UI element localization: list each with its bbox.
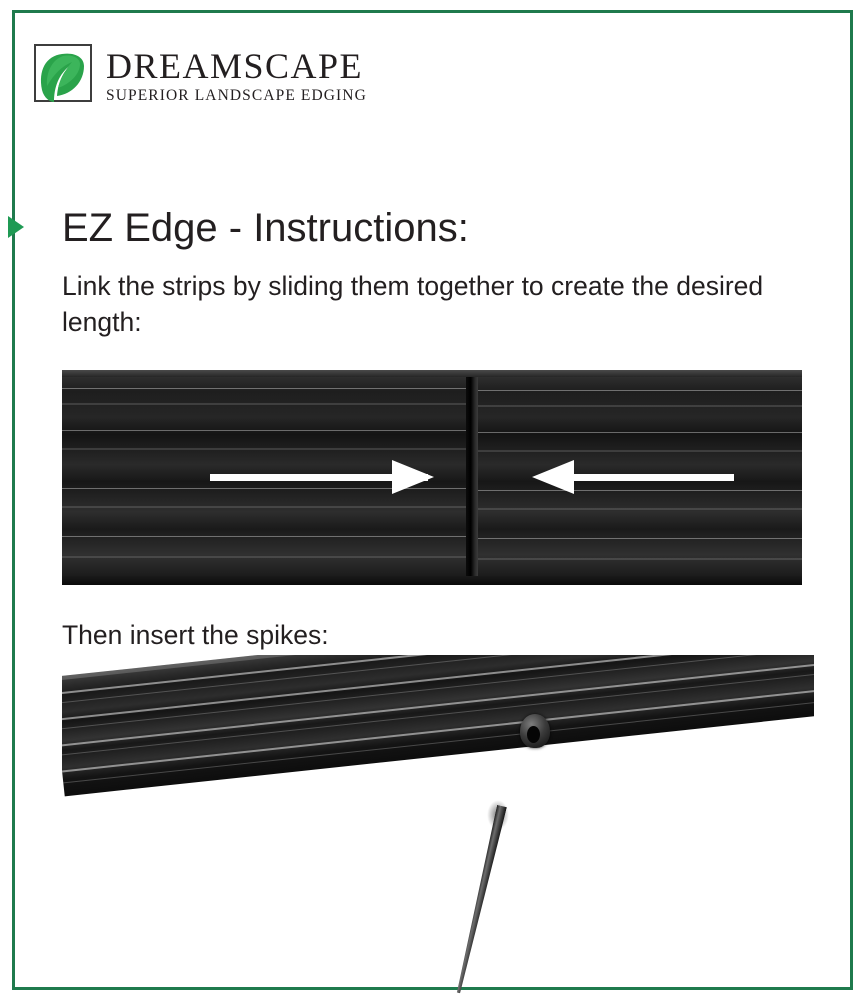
brand-tagline: SUPERIOR LANDSCAPE EDGING — [106, 87, 367, 104]
page-title: EZ Edge - Instructions: — [62, 206, 469, 250]
two-edging-strips-photo — [62, 370, 802, 585]
brand-header — [34, 44, 367, 105]
step-one-text: Link the strips by sliding them together to create the desired length: — [62, 271, 764, 337]
arrow-left-white-icon — [574, 474, 734, 481]
strip-bottom-edge — [62, 576, 802, 585]
page-border-right — [850, 10, 853, 990]
page-border-left — [12, 10, 15, 990]
logo-square-icon — [34, 44, 92, 102]
step-two-text: Then insert the spikes: — [62, 620, 329, 650]
arrow-right-head-icon — [392, 460, 434, 494]
green-arrow-bullet-icon — [8, 216, 24, 238]
arrow-left-head-icon — [532, 460, 574, 494]
brand-name: DREAMSCAPE — [106, 46, 364, 86]
spike-hole-inner — [527, 726, 540, 743]
strip-top-edge — [62, 370, 802, 377]
page-border-bottom — [12, 987, 853, 990]
strip-seam — [466, 370, 478, 585]
edging-strip-with-spike-photo — [62, 655, 814, 985]
page-border-top — [12, 10, 853, 13]
figure-two-canvas — [62, 655, 814, 985]
edging-strip-angled — [62, 655, 814, 796]
leaf-icon — [32, 44, 98, 108]
brand-text — [106, 44, 367, 105]
